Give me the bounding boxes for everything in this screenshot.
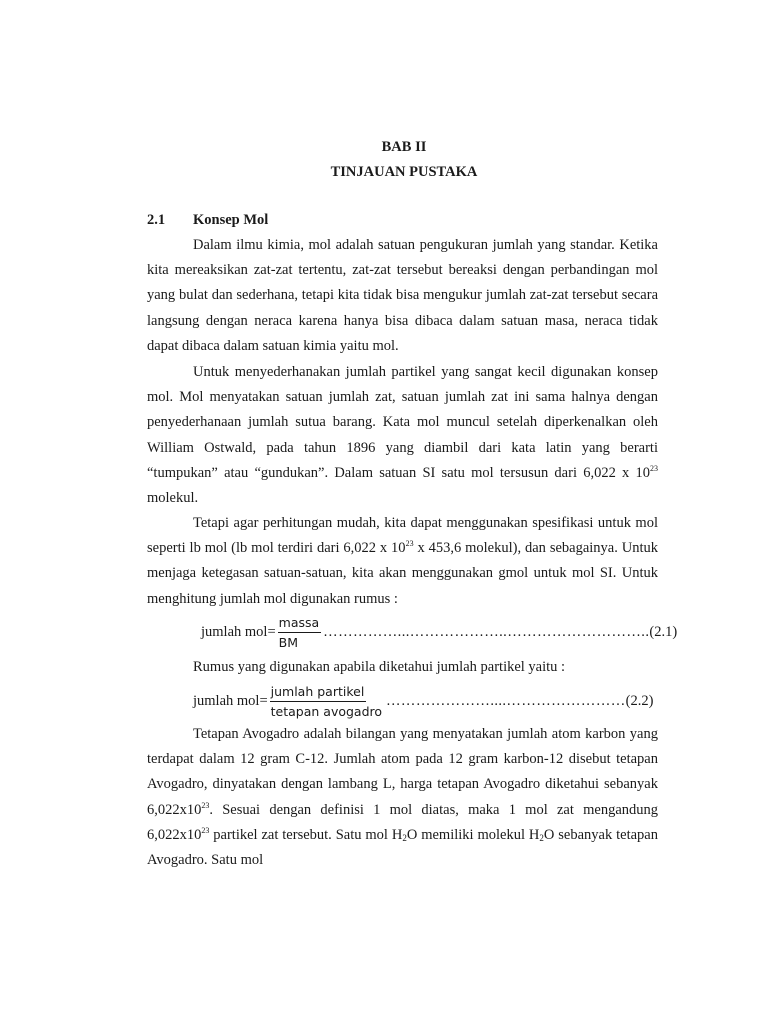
equation-number: (2.2) — [625, 693, 654, 709]
paragraph-5: Tetapan Avogadro adalah bilangan yang menyatakan jumlah atom karbon yang terdapat dalam 12 gram C-12. Jumlah atom pada 12 gram karbon-12 disebut tetapan Avogadro, dinyatakan dengan lambang L, harga tetapan Avogadro diketahui sebanyak $6,022x10^{23}$. Sesuai dengan definisi 1 mol diatas, maka 1 mol zat mengandung $6,022x10^{23}$ partikel zat tersebut. Satu mol $H_2O$ memiliki molekul $H_2O$ sebanyak tetapan Avogadro. Satu mol — [147, 726, 658, 869]
equation-fraction — [270, 683, 384, 720]
equation-lhs: jumlah mol= — [201, 624, 276, 640]
section-title: Konsep Mol — [193, 212, 269, 228]
equation-leader-dots: ……………...………………..……………………….. — [323, 624, 650, 640]
chapter-number: BAB II — [381, 139, 427, 155]
chapter-title: TINJAUAN PUSTAKA — [330, 164, 478, 180]
fraction-denominator: BM — [278, 635, 299, 650]
fraction-numerator: massa — [278, 614, 322, 633]
equation-2-2 — [193, 683, 653, 720]
section-number: 2.1 — [147, 212, 166, 228]
paragraph-4: Rumus yang digunakan apabila diketahui jumlah partikel yaitu : — [193, 659, 566, 675]
paragraph-1: Dalam ilmu kimia, mol adalah satuan pengukuran jumlah yang standar. Ketika kita mereaksikan zat-zat tertentu, zat-zat tersebut bereaksi dengan perbandingan mol yang bulat dan sederhana, tetapi kita tidak bisa mengukur jumlah zat-zat tersebut secara langsung dengan neraca karena hanya bisa dibaca dalam satuan masa, neraca tidak dapat dibaca dalam satuan kimia yaitu mol. — [147, 237, 658, 354]
equation-2-1 — [201, 614, 677, 651]
paragraph-2: Untuk menyederhanakan jumlah partikel yang sangat kecil digunakan konsep mol. Mol menyatakan satuan jumlah zat, satuan jumlah zat ini sama halnya dengan penyederhanaan jumlah sutua barang. Kata mol muncul setelah diperkenalkan oleh William Ostwald, pada tahun 1896 yang diambil dari kata latin yang berarti “tumpukan” atau “gundukan”. Dalam satuan SI satu mol tersusun dari 6,022 x $10^{23}$ molekul. — [147, 364, 658, 507]
section-heading — [147, 212, 268, 229]
equation-number: (2.1) — [649, 624, 678, 640]
fraction-numerator: jumlah partikel — [270, 683, 367, 702]
equation-fraction — [278, 614, 322, 651]
equation-lhs: jumlah mol= — [193, 693, 268, 709]
paragraph-3: Tetapi agar perhitungan mudah, kita dapat menggunakan spesifikasi untuk mol seperti lb mol (lb mol terdiri dari 6,022 x $10^{23}$ x 453,6 molekul), dan sebagainya. Untuk menjaga ketegasan satuan-satuan, kita akan menggunakan gmol untuk mol SI. Untuk menghitung jumlah mol digunakan rumus : — [147, 515, 659, 607]
fraction-denominator: tetapan avogadro — [270, 704, 383, 719]
equation-leader-dots: …………………....…………………… — [386, 693, 626, 709]
